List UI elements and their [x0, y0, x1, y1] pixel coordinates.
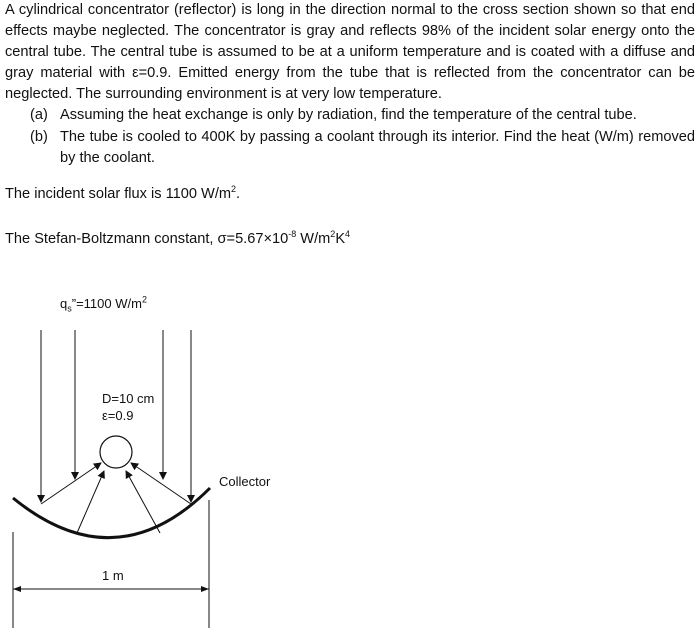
- collector-label: Collector: [219, 474, 271, 489]
- collector-reflector: [13, 488, 210, 538]
- width-arrow-left: [13, 586, 21, 592]
- stefan-boltzmann-statement: The Stefan-Boltzmann constant, $\sigma=5.67\times 10^{-8}$ $W/m^2K^4$: [5, 229, 351, 247]
- solar-flux-statement: The incident solar flux is 1100 $W/m^2$.: [5, 184, 241, 202]
- flux-label: $q_s”=1100$ $W/m^2$: [60, 294, 147, 314]
- part-a-text: Assuming the heat exchange is only by radiation, find the temperature of the central tube.: [60, 107, 637, 124]
- part-b-text: The tube is cooled to 400K by passing a coolant through its interior. Find the heat (W/m) removed by the coolant.: [60, 128, 695, 166]
- part-a-label: (a): [30, 107, 48, 124]
- reflected-ray-2: [77, 471, 104, 533]
- width-label: 1 m: [102, 568, 124, 583]
- width-arrow-right: [201, 586, 209, 592]
- problem-intro: A cylindrical concentrator (reflector) is long in the direction normal to the cross section shown so that end effects maybe neglected. The concentrator is gray and reflects 98% of the incident solar energy onto the central tube. The central tube is assumed to be at a uniform temperature and is coated with a diffuse and gray material with ε=0.9. Emitted energy from the tube that is reflected from the concentrator can be neglected. The surrounding environment is at very low temperature.: [5, 2, 695, 103]
- reflected-ray-4: [131, 463, 191, 504]
- emissivity-label: ε=0.9: [102, 408, 134, 423]
- reflected-ray-3: [126, 471, 160, 533]
- part-b-label: (b): [30, 128, 48, 145]
- central-tube: [100, 436, 132, 468]
- diameter-label: D=10 cm: [102, 391, 155, 406]
